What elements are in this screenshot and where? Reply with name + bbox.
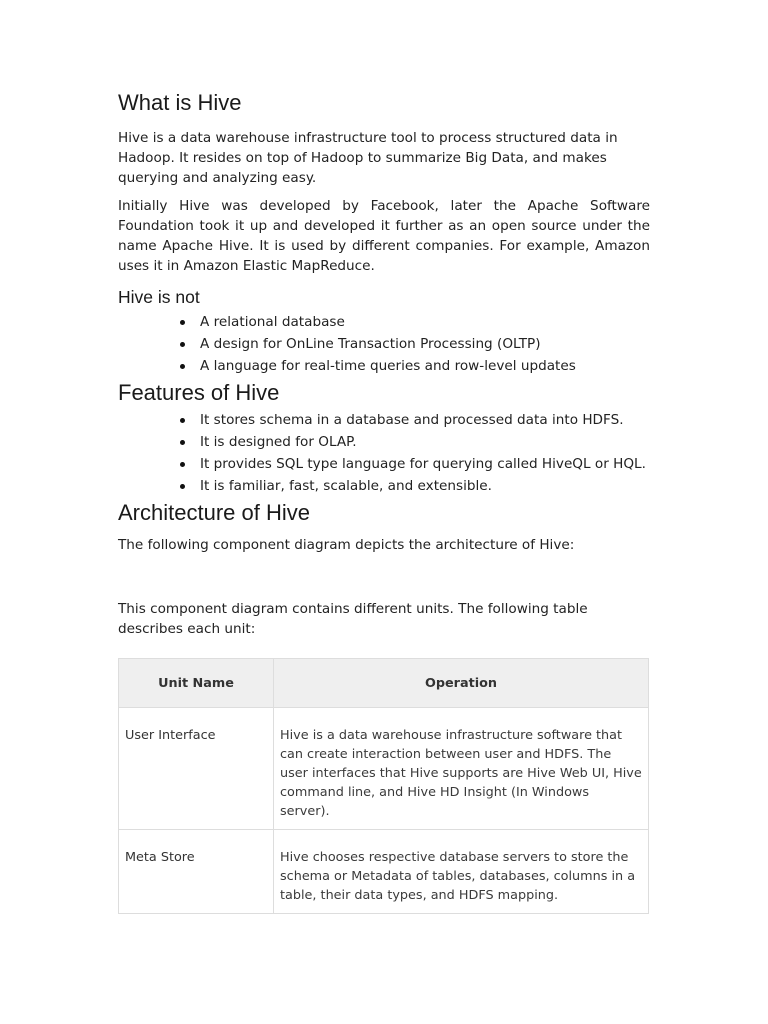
table-intro: This component diagram contains different units. The following table describes each unit: (118, 601, 588, 637)
heading-architecture-of-hive: Architecture of Hive (118, 500, 310, 525)
heading-what-is-hive: What is Hive (118, 90, 242, 115)
list-item: It is familiar, fast, scalable, and extensible. (200, 475, 650, 497)
column-header-unit-name: Unit Name (119, 659, 274, 708)
list-item: A relational database (200, 311, 650, 333)
unit-operation-cell: Hive chooses respective database servers to store the schema or Metadata of tables, databases, columns in a table, their data types, and HDFS mapping. (274, 830, 649, 914)
table-row (119, 708, 649, 830)
list-item: It provides SQL type language for querying called HiveQL or HQL. (200, 453, 650, 475)
list-item: A design for OnLine Transaction Processing (OLTP) (200, 333, 650, 355)
features-list (118, 409, 650, 497)
heading-features-of-hive: Features of Hive (118, 380, 280, 405)
architecture-intro: The following component diagram depicts the architecture of Hive: (118, 537, 575, 553)
document-page (118, 0, 650, 914)
hive-is-not-list (118, 311, 650, 377)
heading-hive-is-not: Hive is not (118, 287, 200, 307)
list-item: It stores schema in a database and processed data into HDFS. (200, 409, 650, 431)
column-header-operation: Operation (274, 659, 649, 708)
unit-name-cell: Meta Store (119, 830, 274, 914)
table-header-row (119, 659, 649, 708)
list-item: It is designed for OLAP. (200, 431, 650, 453)
units-table (118, 658, 649, 914)
list-item: A language for real-time queries and row-level updates (200, 355, 650, 377)
table-row (119, 830, 649, 914)
what-is-hive-paragraph-1: Hive is a data warehouse infrastructure tool to process structured data in Hadoop. It resides on top of Hadoop to summarize Big Data, and makes querying and analyzing easy. (118, 130, 618, 186)
unit-operation-cell: Hive is a data warehouse infrastructure software that can create interaction between user and HDFS. The user interfaces that Hive supports are Hive Web UI, Hive command line, and Hive HD Insight (In Windows server). (274, 708, 649, 830)
unit-name-cell: User Interface (119, 708, 274, 830)
what-is-hive-paragraph-2: Initially Hive was developed by Facebook, later the Apache Software Foundation took it up and developed it further as an open source under the name Apache Hive. It is used by different companies. For example, Amazon uses it in Amazon Elastic MapReduce. (118, 198, 650, 274)
